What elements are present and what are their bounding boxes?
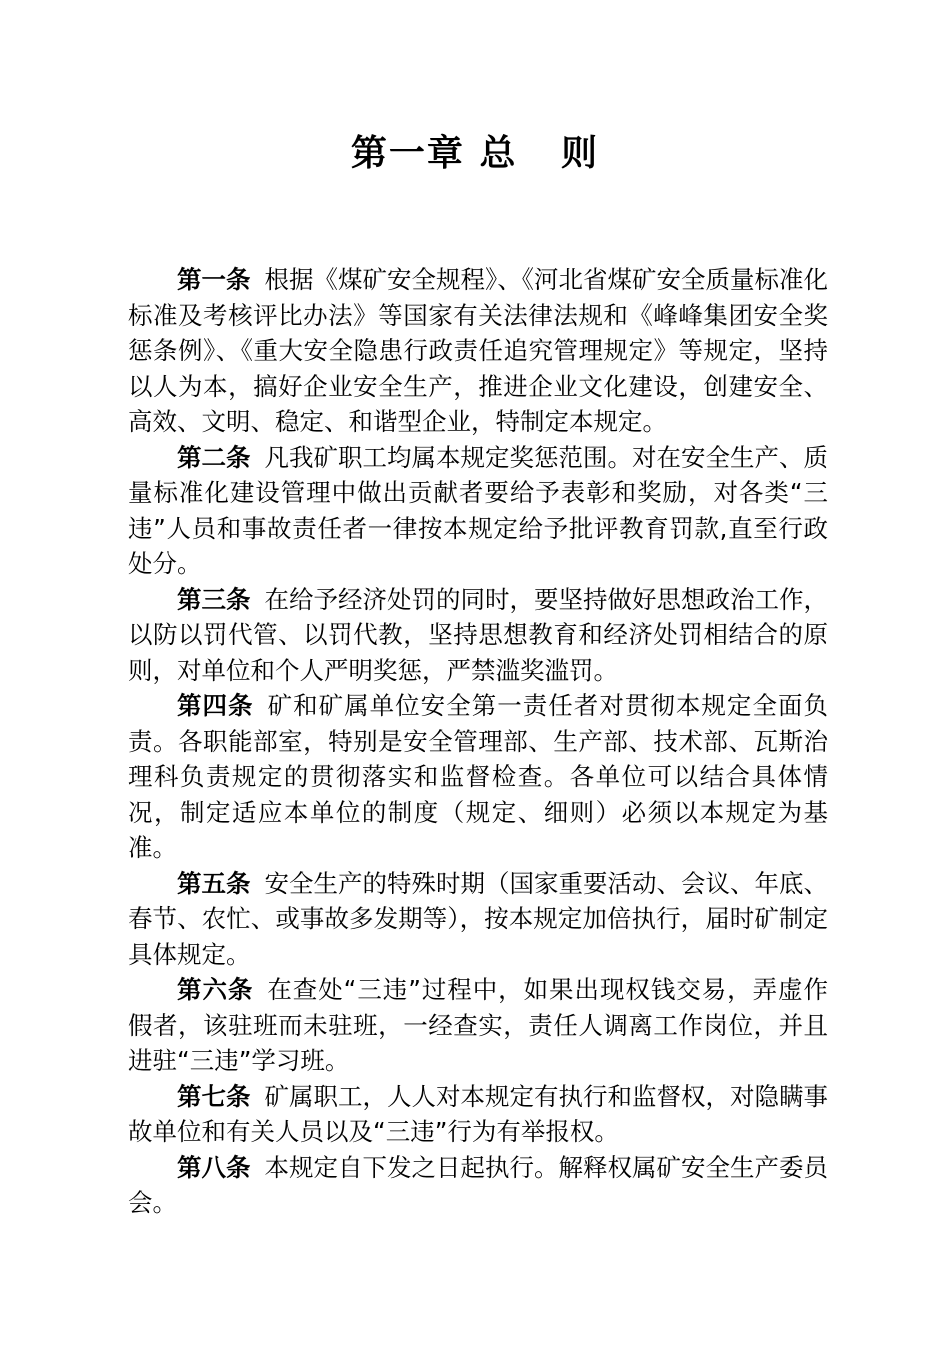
article-label: 第三条	[177, 584, 251, 614]
article-6	[128, 972, 828, 1079]
article-3	[128, 582, 828, 689]
article-text: 在给予经济处罚的同时，要坚持做好思想政治工作，以防以罚代管、以罚代教，坚持思想教育和经济处罚相结合的原则，对单位和个人严明奖惩，严禁滥奖滥罚。	[128, 584, 828, 685]
article-label: 第四条	[177, 691, 254, 720]
article-2	[128, 440, 828, 582]
article-text: 本规定自下发之日起执行。解释权属矿安全生产委员会。	[128, 1152, 828, 1217]
articles-body	[128, 262, 828, 1221]
article-text: 矿和矿属单位安全第一责任者对贯彻本规定全面负责。各职能部室，特别是安全管理部、生产部、技术部、瓦斯治理科负责规定的贯彻落实和监督检查。各单位可以结合具体情况，制定适应本单位的制度（规定、细则）必须以本规定为基准。	[128, 691, 828, 862]
article-text: 凡我矿职工均属本规定奖惩范围。对在安全生产、质量标准化建设管理中做出贡献者要给予表彰和奖励，对各类“三违”人员和事故责任者一律按本规定给予批评教育罚款,直至行政处分。	[128, 442, 828, 578]
article-5	[128, 866, 828, 973]
article-8	[128, 1150, 828, 1221]
article-label: 第七条	[177, 1081, 251, 1111]
article-text: 矿属职工，人人对本规定有执行和监督权，对隐瞒事故单位和有关人员以及“三违”行为有举报权。	[128, 1081, 828, 1146]
article-label: 第六条	[177, 975, 254, 1004]
article-7	[128, 1079, 828, 1150]
article-text: 根据《煤矿安全规程》、《河北省煤矿安全质量标准化标准及考核评比办法》等国家有关法律法规和《峰峰集团安全奖惩条例》、《重大安全隐患行政责任追究管理规定》等规定，坚持以人为本，搞好企业安全生产，推进企业文化建设，创建安全、高效、文明、稳定、和谐型企业，特制定本规定。	[128, 265, 828, 436]
article-label: 第八条	[177, 1152, 251, 1182]
article-label: 第二条	[177, 442, 251, 472]
article-text: 在查处“三违”过程中，如果出现权钱交易，弄虚作假者，该驻班而未驻班，一经查实，责任人调离工作岗位，并且进驻“三违”学习班。	[128, 975, 829, 1075]
article-1	[128, 262, 828, 440]
article-text: 安全生产的特殊时期（国家重要活动、会议、年底、春节、农忙、或事故多发期等），按本规定加倍执行，届时矿制定具体规定。	[128, 868, 828, 969]
article-label: 第五条	[177, 868, 251, 898]
article-4	[128, 688, 828, 866]
article-label: 第一条	[177, 265, 251, 294]
chapter-title: 第一章 总 则	[350, 132, 600, 174]
